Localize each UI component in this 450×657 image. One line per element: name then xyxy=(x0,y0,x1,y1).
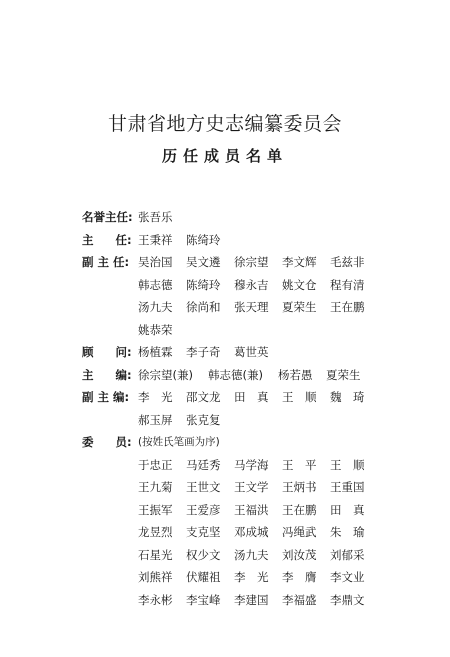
role-label: 主 任: xyxy=(82,232,132,247)
person-name: 王在鹏 xyxy=(282,502,317,517)
person-name: 李福盛 xyxy=(282,592,317,607)
person-name: 陈绮玲 xyxy=(186,232,221,247)
person-name: 张吾乐 xyxy=(138,210,173,224)
person-name: 田 真 xyxy=(330,502,365,517)
person-name: 邓成城 xyxy=(234,525,269,539)
person-name: 徐宗望 xyxy=(234,255,269,269)
person-name: 夏荣生 xyxy=(282,300,317,314)
names-list xyxy=(138,229,382,252)
role-label: 顾 问: xyxy=(82,345,132,359)
director-entry xyxy=(82,229,382,252)
person-name: 韩志德(兼) xyxy=(208,367,263,382)
person-name: 汤九夫 xyxy=(234,547,269,562)
person-name: 姚文仓 xyxy=(282,277,317,292)
chief-editors-entry xyxy=(82,364,382,387)
person-name: 王在鹏 xyxy=(330,300,365,314)
person-name: 权少文 xyxy=(186,547,221,562)
person-name: 王秉祥 xyxy=(138,232,173,247)
role-label: 副 主 编: xyxy=(82,390,130,404)
advisors-entry xyxy=(82,341,382,364)
names-list xyxy=(138,454,382,612)
names-list xyxy=(138,364,382,387)
person-name: 支克坚 xyxy=(186,525,221,539)
ordering-note: (按姓氏笔画为序) xyxy=(138,436,220,448)
person-name: 毛兹非 xyxy=(330,255,365,269)
vice-chief-editors-entry xyxy=(82,386,382,431)
names-list xyxy=(138,341,382,364)
person-name: 杨若愚 xyxy=(278,367,313,382)
person-name: 姚恭荣 xyxy=(138,322,173,337)
person-name: 王重国 xyxy=(330,480,365,494)
person-name: 伏耀祖 xyxy=(186,570,221,584)
person-name: 王 顺 xyxy=(282,390,317,404)
names-list xyxy=(138,251,382,341)
person-name: 王世文 xyxy=(186,480,221,494)
person-name: 张克复 xyxy=(186,412,221,427)
role-label: 委 员: xyxy=(82,435,132,449)
person-name: 李子奇 xyxy=(186,345,221,359)
person-name: 李鼎文 xyxy=(330,592,365,607)
names-list xyxy=(138,386,382,431)
person-name: 郝玉屏 xyxy=(138,412,173,427)
person-name: 于忠正 xyxy=(138,457,173,472)
role-label: 主 编: xyxy=(82,367,132,382)
person-name: 吴治国 xyxy=(138,255,173,269)
person-name: 李永彬 xyxy=(138,592,173,607)
person-name: 李宝峰 xyxy=(186,592,221,607)
person-name: 王爱彦 xyxy=(186,502,221,517)
roster xyxy=(82,206,382,611)
person-name: 马学海 xyxy=(234,457,269,472)
person-name: 李文业 xyxy=(330,570,365,584)
person-name: 王文学 xyxy=(234,480,269,494)
person-name: 邵文龙 xyxy=(186,390,221,404)
person-name: 王 平 xyxy=(282,457,317,472)
names-list xyxy=(138,206,382,229)
person-name: 王 顺 xyxy=(330,457,365,472)
person-name: 穆永吉 xyxy=(234,277,269,292)
person-name: 魏 琦 xyxy=(330,390,365,404)
person-name: 韩志德 xyxy=(138,277,173,292)
person-name: 李 光 xyxy=(234,570,269,584)
person-name: 徐宗望(兼) xyxy=(138,367,193,382)
person-name: 刘熊祥 xyxy=(138,570,173,584)
person-name: 田 真 xyxy=(234,390,269,404)
document-subtitle: 历任成员名单 xyxy=(161,147,288,165)
honorary-director-entry xyxy=(82,206,382,229)
person-name: 李 膺 xyxy=(282,570,317,584)
person-name: 王振军 xyxy=(138,502,173,517)
person-name: 马廷秀 xyxy=(186,457,221,472)
person-name: 葛世英 xyxy=(234,345,269,359)
person-name: 吴文遴 xyxy=(186,255,221,269)
members-entry xyxy=(82,431,382,611)
person-name: 刘郁采 xyxy=(330,547,365,562)
person-name: 李文辉 xyxy=(282,255,317,269)
person-name: 汤九夫 xyxy=(138,300,173,314)
person-name: 朱 瑜 xyxy=(330,525,365,539)
role-label: 名誉主任: xyxy=(82,210,133,224)
person-name: 王炳书 xyxy=(282,480,317,494)
person-name: 陈绮玲 xyxy=(186,277,221,292)
person-name: 龙昱烈 xyxy=(138,525,173,539)
person-name: 杨植霖 xyxy=(138,345,173,359)
person-name: 王九菊 xyxy=(138,480,173,494)
role-label: 副 主 任: xyxy=(82,255,130,269)
person-name: 夏荣生 xyxy=(326,367,361,382)
person-name: 刘汝茂 xyxy=(282,547,317,562)
person-name: 张天理 xyxy=(234,300,269,314)
person-name: 冯绳武 xyxy=(282,525,317,539)
person-name: 石星光 xyxy=(138,547,173,562)
person-name: 李 光 xyxy=(138,390,173,404)
names-list xyxy=(138,431,382,454)
person-name: 王福洪 xyxy=(234,502,269,517)
document-title: 甘肃省地方史志编纂委员会 xyxy=(107,113,342,135)
vice-directors-entry xyxy=(82,251,382,341)
person-name: 程有清 xyxy=(330,277,365,292)
person-name: 李建国 xyxy=(234,592,269,607)
person-name: 徐尚和 xyxy=(186,300,221,314)
